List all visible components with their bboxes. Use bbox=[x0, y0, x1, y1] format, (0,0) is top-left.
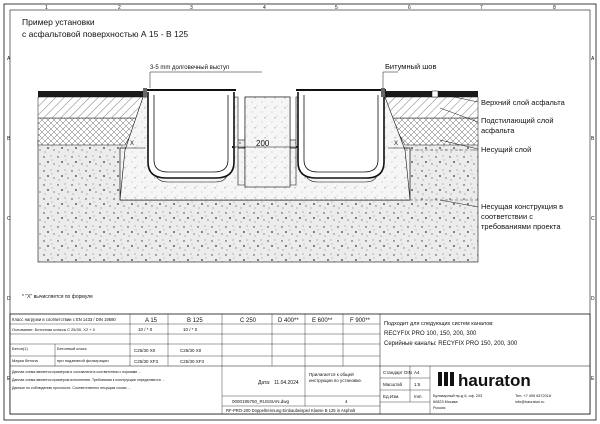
disclaimer-line-2: Данная схема является примером исполнения. Требования к конструкции определяются ... bbox=[12, 378, 165, 382]
table-row4-label: Марка бетона bbox=[12, 358, 38, 363]
thickness-marker bbox=[432, 91, 438, 97]
label-load-3: требованиями проекта bbox=[481, 222, 561, 231]
label-base-layer-2: асфальта bbox=[481, 126, 515, 135]
date-value: 11.04.2024 bbox=[274, 380, 299, 386]
x-label-right: X bbox=[394, 141, 399, 147]
binder-asphalt-left bbox=[38, 97, 143, 118]
dimension-200-label: 200 bbox=[256, 139, 270, 148]
title-line-2: с асфальтовой поверхностью А 15 - В 125 bbox=[22, 29, 189, 39]
col-number-3: 3 bbox=[190, 5, 193, 11]
x-label-left: X bbox=[130, 141, 135, 147]
product-line-1: Подходит для следующих систем каналов: bbox=[384, 321, 494, 327]
row-letter-d: D bbox=[7, 296, 11, 302]
title-line-1: Пример установки bbox=[22, 17, 95, 27]
company-address-2: 60823 Москва bbox=[433, 400, 458, 404]
standard-value: A4 bbox=[414, 370, 420, 375]
col-number-5: 5 bbox=[335, 5, 338, 11]
table-row2-a15: 10 / * 0 bbox=[138, 327, 153, 332]
bitumen-joint-left bbox=[143, 88, 147, 97]
load-class-d400: D 400** bbox=[278, 318, 299, 324]
col-number-2: 2 bbox=[118, 5, 121, 11]
product-line-2: RECYFIX PRO 100, 150, 200, 300 bbox=[384, 331, 477, 337]
doc-number: 0000195750_RUSSIAN.dwg bbox=[232, 399, 290, 404]
table-row4-a15: C25/30 XF3 bbox=[134, 359, 159, 364]
leader-protrusion bbox=[150, 72, 262, 88]
label-load-1: Несущая конструкция в bbox=[481, 202, 564, 211]
company-name: hauraton bbox=[458, 371, 531, 390]
row-letter-a-right: A bbox=[591, 56, 595, 62]
channel-right bbox=[298, 92, 384, 178]
bitumen-joint-right bbox=[381, 88, 385, 97]
load-class-c250: C 250 bbox=[240, 318, 257, 324]
table-row3-label: Бетон(1) bbox=[12, 346, 28, 351]
date-label: Дата: bbox=[258, 380, 271, 386]
hauraton-logo-icon bbox=[438, 372, 454, 386]
top-asphalt-right bbox=[385, 91, 478, 97]
footnote: * "X" вычисляется по формуле bbox=[22, 294, 93, 300]
table-row3-sub: Бетонный класс bbox=[57, 346, 87, 351]
table-row3-b125: C25/30 X0 bbox=[180, 348, 202, 353]
base-asphalt-right bbox=[390, 118, 478, 145]
scale-label: Масштаб bbox=[383, 382, 403, 387]
page-number: 4 bbox=[345, 399, 348, 404]
col-number-6: 6 bbox=[408, 5, 411, 11]
load-class-a15: A 15 bbox=[145, 318, 158, 324]
disclaimer-line-3: Данные по соблюдению прочности. Соответственно несущим слоям ... bbox=[12, 386, 131, 390]
col-number-8: 8 bbox=[553, 5, 556, 11]
row-letter-c: C bbox=[7, 216, 11, 222]
leader-bitumen bbox=[383, 72, 398, 88]
label-protrusion: 3-5 mm долговечный выступ bbox=[150, 65, 230, 71]
cross-section bbox=[38, 88, 478, 262]
load-class-e600: E 600** bbox=[312, 318, 333, 324]
note-line-2: инструкции по установке. bbox=[309, 378, 363, 383]
table-row2-b125: 10 / * 0 bbox=[183, 327, 198, 332]
label-base-layer-1: Подстилающий слой bbox=[481, 116, 554, 125]
table-row2-label: Основание: Бетонная класса C 25/30, X2 + 0 bbox=[12, 327, 95, 332]
note-line-1: Прилагается к общей bbox=[309, 372, 354, 377]
table-row4-b125: C25/30 XF3 bbox=[180, 359, 205, 364]
company-address-1: Бульварный пр-д 6, оф. 203 bbox=[433, 394, 483, 398]
row-letter-b: B bbox=[7, 136, 11, 142]
table-row1-label: Класс нагрузки в соответствии с EN 1433 / DIN 19580 bbox=[12, 317, 116, 322]
binder-asphalt-right bbox=[385, 97, 478, 118]
unit-label: Ед.Изм. bbox=[383, 394, 400, 399]
drawing-name: RF-PRO-200 Doppeltrennung Einbaubeispiel Klasse B 125 in Asphalt bbox=[226, 408, 355, 413]
row-letter-d-right: D bbox=[591, 296, 595, 302]
col-number-1: 1 bbox=[45, 5, 48, 11]
base-asphalt-left bbox=[38, 118, 140, 145]
load-class-b125: B 125 bbox=[187, 318, 203, 324]
label-bearing-layer: Несущий слой bbox=[481, 145, 532, 154]
load-class-f900: F 900** bbox=[350, 318, 371, 324]
channel-left bbox=[148, 92, 234, 178]
row-letter-b-right: B bbox=[591, 136, 595, 142]
label-load-2: соответствии с bbox=[481, 212, 534, 221]
row-letter-e-right: E bbox=[591, 376, 595, 382]
standard-label: Стандарт DIN bbox=[383, 370, 412, 375]
company-email: info@hauraton.ru bbox=[515, 400, 545, 404]
product-line-3: Серийные каналы: RECYFIX PRO 150, 200, 300 bbox=[384, 341, 518, 347]
company-address-3: Россия bbox=[433, 406, 446, 410]
label-bitumen-joint: Битумный шов bbox=[385, 62, 437, 71]
table-row4-sub: при подземной фильтрации bbox=[57, 358, 109, 363]
col-number-4: 4 bbox=[263, 5, 266, 11]
row-letter-a: A bbox=[7, 56, 11, 62]
disclaimer-line-1: Данная схема является примером и составлена в соответствии с нормами ... bbox=[12, 370, 142, 374]
company-phone: Тел. +7 495 6372018 bbox=[515, 394, 551, 398]
top-asphalt-left bbox=[38, 91, 143, 97]
unit-value: mm bbox=[414, 394, 422, 399]
title-block-frame bbox=[10, 314, 590, 414]
col-number-7: 7 bbox=[480, 5, 483, 11]
label-top-layer: Верхний слой асфальта bbox=[481, 98, 565, 107]
table-row3-a15: C25/30 X0 bbox=[134, 348, 156, 353]
scale-value: 1:5 bbox=[414, 382, 421, 387]
row-letter-e: E bbox=[7, 376, 11, 382]
row-letter-c-right: C bbox=[591, 216, 595, 222]
title-block bbox=[10, 314, 590, 414]
